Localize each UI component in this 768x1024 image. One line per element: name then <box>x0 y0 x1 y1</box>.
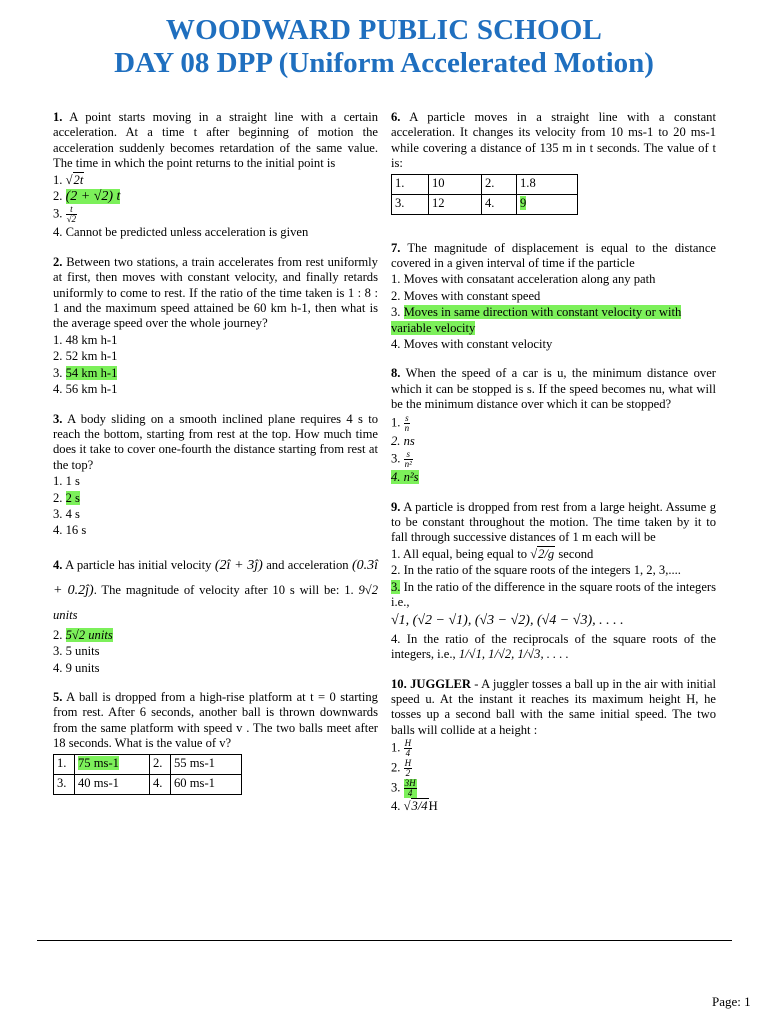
option-value: 10 <box>429 174 482 194</box>
school-title: WOODWARD PUBLIC SCHOOL <box>165 14 603 46</box>
question-7 <box>391 241 716 353</box>
option-1: 1. $\frac{H}{4}$ <box>391 738 412 759</box>
option-3: 3. $\frac{3H}{4}$ <box>391 778 416 799</box>
correct-answer-highlight: $\frac{3H}{4}$ <box>404 778 416 799</box>
option-value: 1.8 <box>517 174 578 194</box>
question-6 <box>391 110 716 215</box>
option-4: 4. Moves with constant velocity <box>391 337 553 352</box>
option-label: 1. <box>54 754 75 774</box>
option-3: 3. 54 km h-1 <box>53 365 118 380</box>
question-text: - A juggler tosses a ball up in the air with initial speed u. At the instant it reaches its maximum height H, he tosses up a second ball with the same initial speed. The two balls will collide at a height : <box>391 676 716 737</box>
option-1: 1. √2t <box>53 172 84 187</box>
option-label: 3. <box>392 194 429 214</box>
question-text: A particle moves in a straight line with a constant acceleration. It changes its velocity from 10 ms-1 to 20 ms-1 while covering a distance of 135 m in t seconds. The value of t is: <box>391 110 716 171</box>
correct-answer-highlight: 5√2 units <box>65 627 113 642</box>
question-number: 7. <box>391 240 401 255</box>
right-column <box>391 110 716 829</box>
option-1: 1. 48 km h-1 <box>53 332 118 347</box>
option-4: 4. 16 s <box>53 523 87 538</box>
question-number: 8. <box>391 366 401 381</box>
question-9 <box>391 500 716 663</box>
option-2: 2. Moves with constant speed <box>391 288 541 303</box>
option-3-sequence: √1, (√2 − √1), (√3 − √2), (√4 − √3), . . . . <box>391 613 624 629</box>
option-1: 1. All equal, being equal to √2/g second <box>391 546 594 561</box>
option-3: 3. 4 s <box>53 506 80 521</box>
acceleration-vector: (0.3î + 0.2ĵ) <box>53 557 379 598</box>
option-value: 60 ms-1 <box>171 774 242 794</box>
option-2: 2. 2 s <box>53 490 80 505</box>
question-5 <box>53 690 378 795</box>
question-text: A ball is dropped from a high-rise platform at t = 0 starting from rest. After 6 seconds, another ball is thrown downwards from the same platform with speed v . The two balls meet after 18 seconds. What is the value of v? <box>53 689 378 751</box>
option-2: 2. In the ratio of the square roots of the integers 1, 2, 3,.... <box>391 563 681 578</box>
page-number: Page: 1 <box>712 994 751 1009</box>
correct-answer-highlight: 2 s <box>65 490 80 505</box>
option-4: 4. In the ratio of the reciprocals of the square roots of the integers, i.e., 1/√1, 1/√2, 1/√3, . . . . <box>391 631 716 662</box>
correct-answer-highlight: (2 + √2) t <box>65 189 121 205</box>
footer-divider <box>37 940 732 941</box>
option-4: 4. 56 km h-1 <box>53 382 118 397</box>
option-1: 1. 1 s <box>53 474 80 489</box>
question-number: 4. <box>53 557 63 572</box>
question-text: A body sliding on a smooth inclined plane requires 4 s to reach the bottom, starting from rest at the top. How much time does it take to cover one-fourth the distance starting from rest at the top? <box>53 411 378 472</box>
option-2: 2. $\frac{H}{2}$ <box>391 758 412 779</box>
option-4: 4. Cannot be predicted unless acceleration is given <box>53 225 309 240</box>
question-number: 2. <box>53 254 63 269</box>
question-number: 1. <box>53 110 63 124</box>
worksheet-title: DAY 08 DPP (Uniform Accelerated Motion) <box>114 47 654 79</box>
option-3: 3. $\frac{t}{√2}$ <box>53 204 77 225</box>
question-number: 6. <box>391 110 401 124</box>
option-2: 2. (2 + √2) t <box>53 189 121 205</box>
correct-answer-highlight: 75 ms-1 <box>78 756 119 771</box>
left-column <box>53 110 378 809</box>
correct-answer-highlight: 54 km h-1 <box>65 365 118 380</box>
option-value: 12 <box>429 194 482 214</box>
velocity-vector: (2î + 3ĵ) <box>214 557 263 573</box>
correct-answer-highlight: 9 <box>520 196 527 211</box>
correct-answer-highlight: 4. n²s <box>391 470 419 485</box>
correct-answer-highlight: 3. <box>391 579 401 594</box>
option-3: 3. In the ratio of the difference in the square roots of the integers i.e., <box>391 579 716 609</box>
question-3 <box>53 412 378 539</box>
option-label: 2. <box>150 754 171 774</box>
question-text: When the speed of a car is u, the minimum distance over which it can be stopped is s. If the speed becomes nu, what will be the minimum distance over which it can be stopped? <box>391 366 716 412</box>
option-3: 3. $\frac{s}{\text{n²}}$ <box>391 449 412 470</box>
option-value: 40 ms-1 <box>75 774 150 794</box>
question-text: The magnitude of displacement is equal to the distance covered in a given interval of time if the particle <box>391 240 717 271</box>
option-3: 3. Moves in same direction with constant velocity or with variable velocity <box>391 305 682 335</box>
question-text: A point starts moving in a straight line with a certain acceleration. At a time t after beginning of motion the acceleration suddenly becomes retardation of the same value. The time in which the point returns to the initial point is <box>53 110 378 171</box>
option-label: 2. <box>482 174 517 194</box>
correct-answer-highlight: Moves in same direction with constant velocity or with variable velocity <box>391 305 682 335</box>
options-table <box>53 754 242 795</box>
option-2: 2. 52 km h-1 <box>53 349 118 364</box>
question-text: Between two stations, a train accelerates from rest uniformly at first, then moves with constant velocity, and finally retards uniformly to come to rest. If the ratio of the time taken is 1 : 8 : 1 and the maximum speed attained be 60 km h-1, then what is the average speed over the whole journey? <box>53 254 378 331</box>
option-label: 1. <box>392 174 429 194</box>
question-1 <box>53 110 378 241</box>
option-4: 4. 9 units <box>53 660 100 675</box>
option-1: 1. Moves with consatant acceleration along any path <box>391 272 656 287</box>
option-label: 4. <box>150 774 171 794</box>
option-4 <box>391 470 716 485</box>
question-number: 9. <box>391 499 401 514</box>
question-number: 5. <box>53 689 63 704</box>
option-label: 3. <box>54 774 75 794</box>
question-text: A particle is dropped from rest from a large height. Assume g to be constant throughout the motion. The time taken by it to fall through successive distances of 1 m each will be <box>391 499 716 545</box>
option-2: 2. ns <box>391 433 415 448</box>
question-8 <box>391 366 716 485</box>
option-1: 9√2 units <box>53 582 379 622</box>
options-table <box>391 174 578 215</box>
question-number: 3. <box>53 411 63 426</box>
option-label: 4. <box>482 194 517 214</box>
option-2: 2. 5√2 units <box>53 627 113 642</box>
question-4: 4. A particle has initial velocity (2î + 3ĵ) and acceleration (0.3î + 0.2ĵ). The magnitude of velocity after 10 s will be: 1. 9√2 units 2. 5√2 units 3. 5 units 4. 9 units <box>53 557 379 675</box>
option-4: 4. √3/4H <box>391 799 438 814</box>
question-10 <box>391 677 716 815</box>
option-value: 55 ms-1 <box>171 754 242 774</box>
option-3: 3. 5 units <box>53 644 100 659</box>
question-number: 10. JUGGLER <box>391 676 471 691</box>
option-1: 1. $\frac{s}{n}$ <box>391 412 410 433</box>
question-2 <box>53 255 378 398</box>
